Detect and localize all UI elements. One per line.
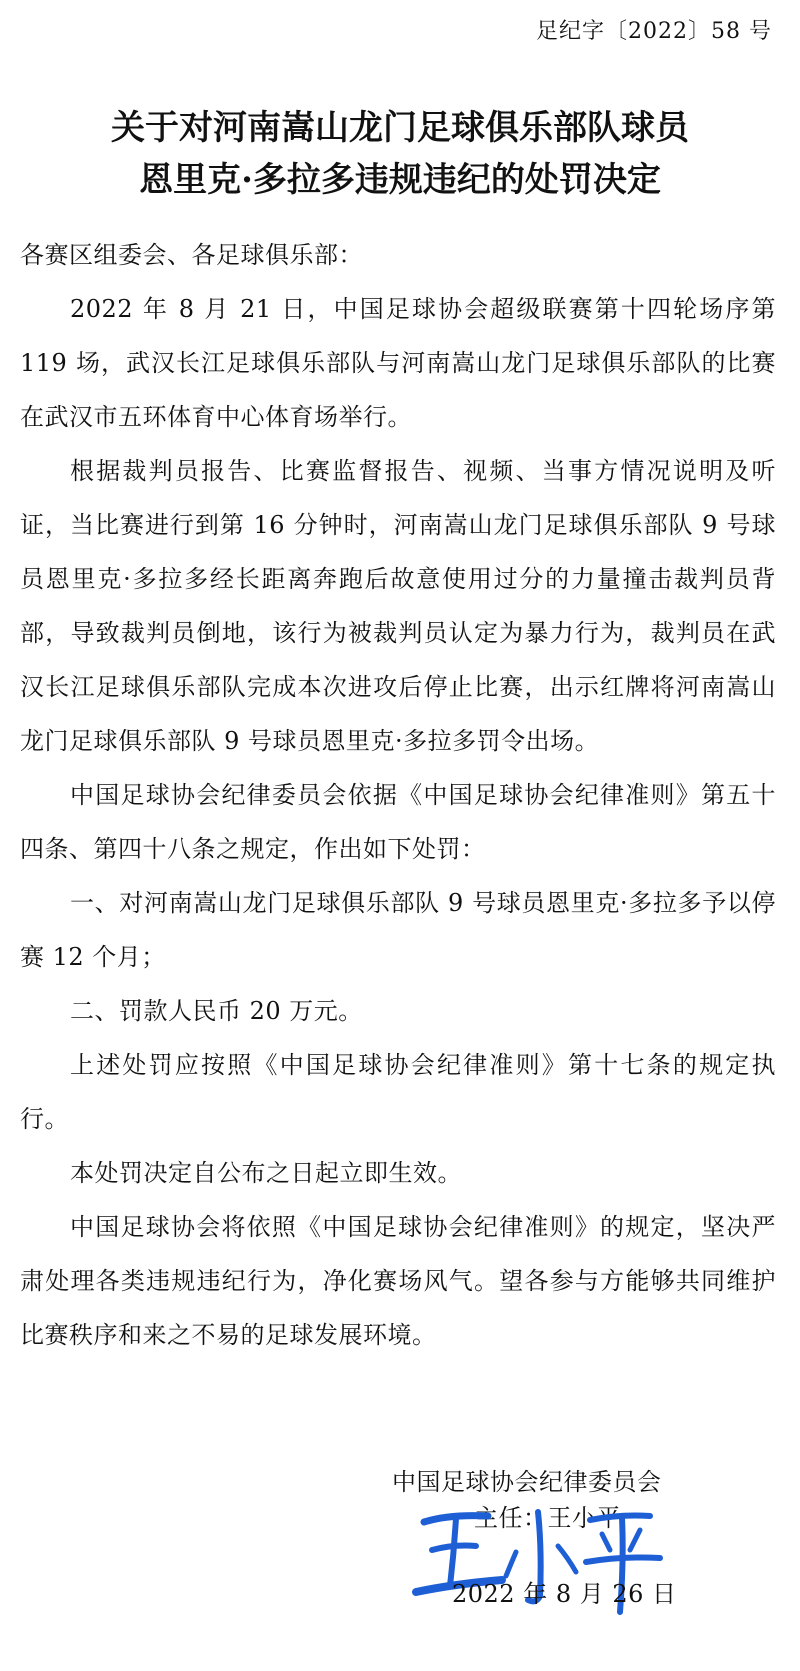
signature-date: 2022 年 8 月 26 日 <box>452 1580 677 1608</box>
paragraph-incident: 根据裁判员报告、比赛监督报告、视频、当事方情况说明及听证，当比赛进行到第 16 分钟时，河南嵩山龙门足球俱乐部队 9 号球员恩里克·多拉多经长距离奔跑后故意使用过分的力量撞击裁判员背部，导致裁判员倒地，该行为被裁判员认定为暴力行为，裁判员在武汉长江足球俱乐部队完成本次进攻后停止比赛，出示红牌将河南嵩山龙门足球俱乐部队 9 号球员恩里克·多拉多罚令出场。 <box>20 457 776 755</box>
document-title <box>0 102 800 206</box>
director-label: 主任： <box>474 1504 548 1532</box>
paragraph-penalty-fine: 二、罚款人民币 20 万元。 <box>70 997 363 1025</box>
paragraph-closing: 中国足球协会将依照《中国足球协会纪律准则》的规定，坚决严肃处理各类违规违纪行为，净化赛场风气。望各参与方能够共同维护比赛秩序和来之不易的足球发展环境。 <box>20 1213 776 1349</box>
document-number: 足纪字〔2022〕58 号 <box>536 19 772 44</box>
director-name: 王小平 <box>547 1504 621 1532</box>
title-line-2: 恩里克·多拉多违规违纪的处罚决定 <box>139 160 661 200</box>
paragraph-match-info: 2022 年 8 月 21 日，中国足球协会超级联赛第十四轮场序第 119 场，武汉长江足球俱乐部队与河南嵩山龙门足球俱乐部队的比赛在武汉市五环体育中心体育场举行。 <box>20 295 776 431</box>
paragraph-basis: 中国足球协会纪律委员会依据《中国足球协会纪律准则》第五十四条、第四十八条之规定，作出如下处罚： <box>20 781 776 863</box>
signing-organization: 中国足球协会纪律委员会 <box>392 1468 662 1496</box>
paragraph-execution: 上述处罚应按照《中国足球协会纪律准则》第十七条的规定执行。 <box>20 1051 776 1133</box>
document-body <box>20 228 776 1362</box>
title-line-1: 关于对河南嵩山龙门足球俱乐部队球员 <box>111 108 689 148</box>
paragraph-effective: 本处罚决定自公布之日起立即生效。 <box>70 1159 462 1187</box>
salutation: 各赛区组委会、各足球俱乐部： <box>20 241 363 269</box>
paragraph-penalty-suspension: 一、对河南嵩山龙门足球俱乐部队 9 号球员恩里克·多拉多予以停赛 12 个月； <box>20 889 776 971</box>
